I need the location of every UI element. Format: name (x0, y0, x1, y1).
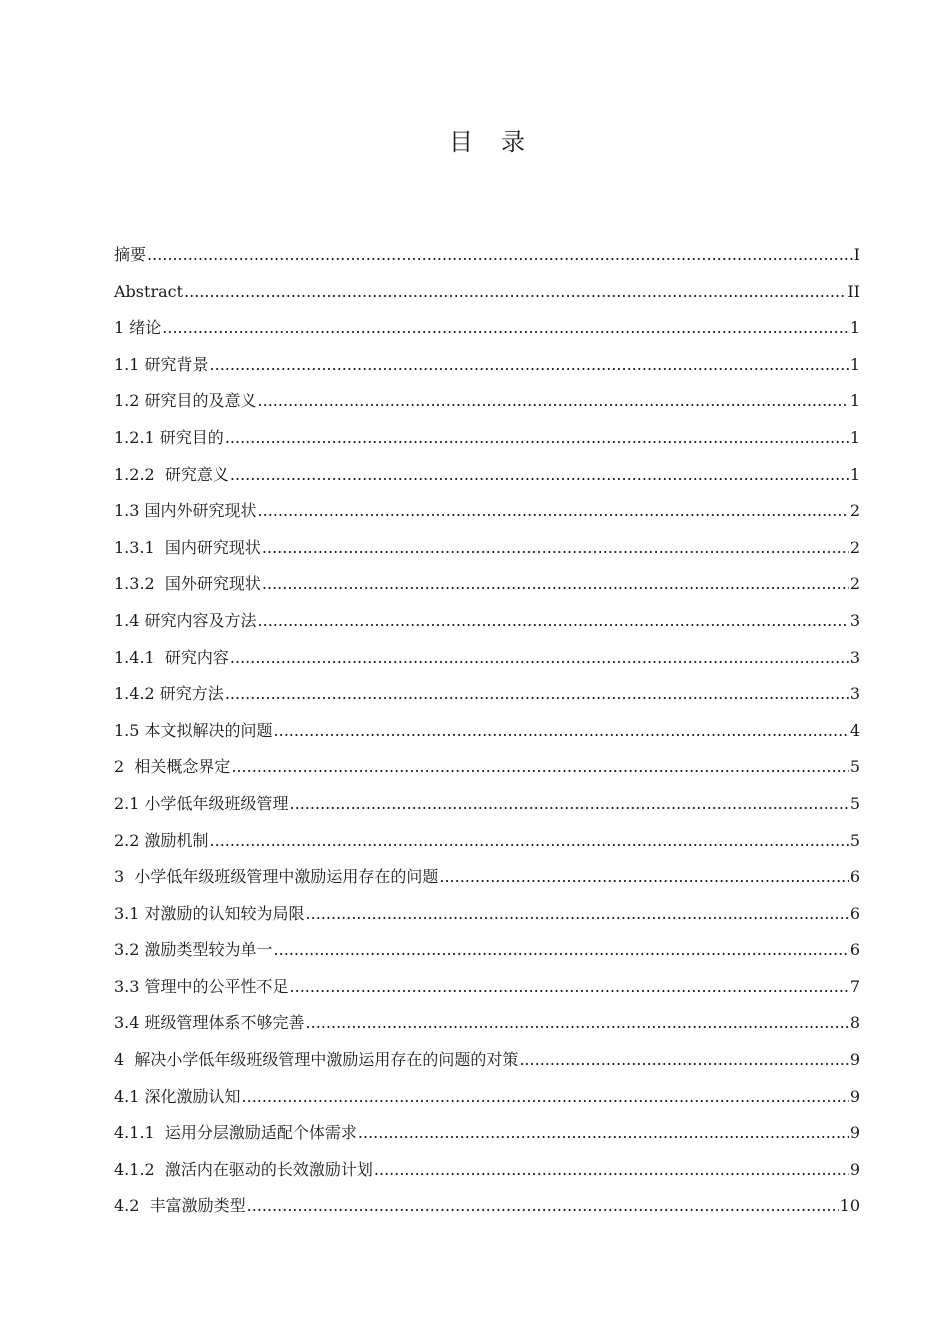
toc-entry[interactable] (114, 640, 860, 677)
toc-entry[interactable] (114, 676, 860, 713)
toc-dot-leader (231, 749, 848, 786)
toc-entry-label: 3 小学低年级班级管理中激励运用存在的问题 (114, 867, 439, 887)
toc-entry-label: 1.4 研究内容及方法 (114, 610, 257, 630)
toc-entry-page-number: 6 (849, 940, 860, 960)
toc-entry[interactable] (114, 566, 860, 603)
toc-entry-label: 1.4.2 研究方法 (114, 684, 224, 704)
toc-dot-leader (258, 383, 849, 420)
toc-dot-leader (147, 237, 853, 274)
toc-dot-leader (274, 932, 849, 969)
toc-entry-label: 1 绪论 (114, 318, 162, 338)
toc-entry-page-number: 5 (849, 757, 860, 777)
toc-entry[interactable] (114, 383, 860, 420)
toc-entry[interactable] (114, 310, 860, 347)
toc-entry[interactable] (114, 1188, 860, 1225)
toc-entry-page-number: 8 (849, 1013, 860, 1033)
toc-entry[interactable] (114, 932, 860, 969)
toc-dot-leader (210, 823, 849, 860)
toc-dot-leader (210, 347, 849, 384)
toc-entry-label: 4.1 深化激励认知 (114, 1086, 241, 1106)
toc-entry-label: Abstract (114, 281, 184, 301)
toc-entry-page-number: 1 (849, 318, 860, 338)
toc-entry-label: 4.1.2 激活内在驱动的长效激励计划 (114, 1159, 373, 1179)
toc-dot-leader (290, 786, 849, 823)
toc-entry-page-number: 3 (849, 610, 860, 630)
toc-entry-label: 3.3 管理中的公平性不足 (114, 976, 289, 996)
toc-entry-page-number: 2 (849, 501, 860, 521)
toc-entry-label: 2 相关概念界定 (114, 757, 231, 777)
toc-entry-label: 1.1 研究背景 (114, 354, 209, 374)
toc-entry[interactable] (114, 896, 860, 933)
toc-entry-label: 4.1.1 运用分层激励适配个体需求 (114, 1123, 357, 1143)
toc-entry[interactable] (114, 749, 860, 786)
toc-entry-page-number: 7 (849, 976, 860, 996)
toc-entry-page-number: 9 (849, 1050, 860, 1070)
toc-entry-label: 1.3.2 国外研究现状 (114, 574, 261, 594)
toc-dot-leader (290, 969, 849, 1006)
toc-entry[interactable] (114, 530, 860, 567)
toc-entry[interactable] (114, 1152, 860, 1189)
toc-entry-page-number: II (847, 281, 860, 301)
toc-entry-page-number: 5 (849, 830, 860, 850)
toc-entry-label: 2.2 激励机制 (114, 830, 209, 850)
toc-dot-leader (439, 859, 848, 896)
toc-entry-label: 2.1 小学低年级班级管理 (114, 793, 289, 813)
toc-entry-page-number: 1 (849, 354, 860, 374)
toc-entry-page-number: 9 (849, 1086, 860, 1106)
toc-entry-label: 1.2.1 研究目的 (114, 427, 224, 447)
toc-entry-label: 3.4 班级管理体系不够完善 (114, 1013, 305, 1033)
toc-entry[interactable] (114, 603, 860, 640)
toc-entry[interactable] (114, 859, 860, 896)
toc-entry-page-number: 4 (849, 720, 860, 740)
toc-list (114, 237, 860, 1225)
toc-dot-leader (230, 457, 849, 494)
toc-dot-leader (262, 530, 849, 567)
toc-dot-leader (162, 310, 849, 347)
toc-entry[interactable] (114, 420, 860, 457)
toc-entry-page-number: I (853, 245, 860, 264)
toc-entry-label: 3.2 激励类型较为单一 (114, 940, 273, 960)
toc-entry-page-number: 10 (839, 1196, 860, 1216)
toc-entry-label: 1.2 研究目的及意义 (114, 391, 257, 411)
toc-entry-page-number: 3 (849, 647, 860, 667)
toc-dot-leader (225, 676, 849, 713)
toc-dot-leader (358, 1115, 849, 1152)
toc-entry-label: 3.1 对激励的认知较为局限 (114, 903, 305, 923)
toc-entry-label: 1.3 国内外研究现状 (114, 501, 257, 521)
toc-entry-page-number: 6 (849, 903, 860, 923)
toc-entry[interactable] (114, 969, 860, 1006)
toc-entry[interactable] (114, 1079, 860, 1116)
toc-entry-page-number: 1 (849, 391, 860, 411)
toc-dot-leader (258, 493, 849, 530)
toc-entry[interactable] (114, 1115, 860, 1152)
toc-entry[interactable] (114, 786, 860, 823)
toc-dot-leader (262, 566, 849, 603)
toc-entry[interactable] (114, 274, 860, 311)
toc-entry-label: 1.2.2 研究意义 (114, 464, 229, 484)
toc-entry-label: 摘要 (114, 245, 147, 264)
toc-dot-leader (247, 1188, 839, 1225)
toc-entry[interactable] (114, 713, 860, 750)
toc-entry[interactable] (114, 493, 860, 530)
toc-dot-leader (306, 1005, 849, 1042)
toc-dot-leader (230, 640, 849, 677)
toc-dot-leader (374, 1152, 849, 1189)
toc-entry-page-number: 1 (849, 464, 860, 484)
toc-entry-page-number: 9 (849, 1123, 860, 1143)
toc-entry-label: 1.5 本文拟解决的问题 (114, 720, 273, 740)
toc-entry-label: 1.4.1 研究内容 (114, 647, 229, 667)
toc-entry-page-number: 3 (849, 684, 860, 704)
toc-entry-label: 4.2 丰富激励类型 (114, 1196, 246, 1216)
toc-entry[interactable] (114, 1042, 860, 1079)
toc-entry[interactable] (114, 823, 860, 860)
toc-entry-label: 4 解决小学低年级班级管理中激励运用存在的问题的对策 (114, 1050, 519, 1070)
toc-dot-leader (184, 274, 846, 311)
toc-entry-page-number: 9 (849, 1159, 860, 1179)
toc-entry[interactable] (114, 1005, 860, 1042)
toc-entry[interactable] (114, 237, 860, 274)
toc-dot-leader (242, 1079, 849, 1116)
toc-dot-leader (519, 1042, 848, 1079)
toc-entry-page-number: 2 (849, 574, 860, 594)
toc-title: 目 录 (449, 128, 527, 156)
toc-entry-page-number: 5 (849, 793, 860, 813)
toc-entry[interactable] (114, 457, 860, 494)
toc-dot-leader (258, 603, 849, 640)
toc-entry[interactable] (114, 347, 860, 384)
toc-entry-page-number: 2 (849, 537, 860, 557)
toc-dot-leader (274, 713, 849, 750)
toc-entry-page-number: 1 (849, 427, 860, 447)
toc-entry-page-number: 6 (849, 867, 860, 887)
toc-entry-label: 1.3.1 国内研究现状 (114, 537, 261, 557)
toc-dot-leader (306, 896, 849, 933)
toc-dot-leader (225, 420, 849, 457)
